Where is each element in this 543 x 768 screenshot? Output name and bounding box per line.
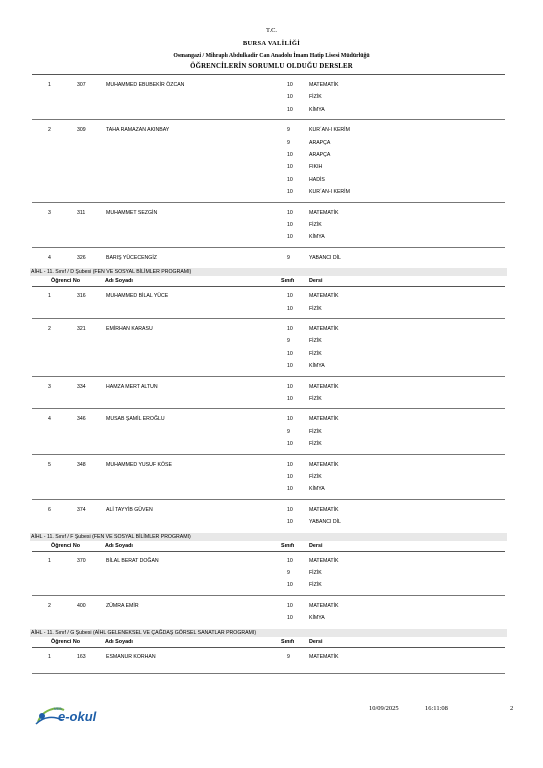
row-index: 3 xyxy=(48,383,51,390)
student-number: 307 xyxy=(77,82,86,88)
course-name: FİZİK xyxy=(309,305,322,312)
course-name: KİMYA xyxy=(309,363,325,370)
col-header-grade: Sınıfı xyxy=(281,542,295,549)
footer-time: 16:11:08 xyxy=(425,705,448,712)
row-index: 1 xyxy=(48,653,51,660)
header-tc: T.C. xyxy=(265,27,278,34)
student-divider xyxy=(32,376,505,377)
course-grade: 10 xyxy=(287,350,293,357)
course-grade: 10 xyxy=(287,615,293,622)
eokul-logo xyxy=(34,702,114,728)
col-header-course: Dersi xyxy=(309,542,323,549)
course-name: KİMYA xyxy=(309,615,325,622)
row-index: 4 xyxy=(48,416,51,423)
course-grade: 10 xyxy=(287,506,293,513)
table-end-rule xyxy=(32,673,505,674)
student-name: ALİ TAYYİB GÜVEN xyxy=(106,506,153,513)
course-name: MATEMATİK xyxy=(309,557,339,564)
class-group-title: AİHL - 11. Sınıf / D Şubesi (FEN VE SOSYAL BİLİMLER PROGRAMI) xyxy=(31,269,192,276)
student-divider xyxy=(32,202,505,203)
header-school: Osmangazi / Mihraplı Abdulkadir Can Anadolu İmam Hatip Lisesi Müdürlüğü xyxy=(173,53,370,59)
row-index: 1 xyxy=(48,82,51,88)
course-grade: 10 xyxy=(287,305,293,312)
row-index: 2 xyxy=(48,602,51,609)
header-governorship: BURSA VALİLİĞİ xyxy=(242,40,301,47)
row-index: 2 xyxy=(48,127,51,134)
course-grade: 9 xyxy=(287,570,290,576)
student-number: 311 xyxy=(77,209,86,216)
col-header-no: Öğrenci No xyxy=(51,638,81,645)
student-number: 163 xyxy=(77,653,86,660)
course-name: FİZİK xyxy=(309,94,322,101)
row-index: 1 xyxy=(48,293,51,300)
course-grade: 9 xyxy=(287,127,290,134)
course-grade: 10 xyxy=(287,326,293,332)
col-header-no: Öğrenci No xyxy=(51,542,81,549)
student-name: MUHAMMED EBUBEKİR ÖZCAN xyxy=(106,82,185,88)
course-grade: 10 xyxy=(287,416,293,423)
class-group-header xyxy=(30,629,507,637)
col-header-course: Dersi xyxy=(309,278,323,285)
course-grade: 9 xyxy=(287,653,290,660)
student-number: 374 xyxy=(77,506,86,513)
header-doc-title: ÖĞRENCİLERİN SORUMLU OLDUĞU DERSLER xyxy=(190,63,353,70)
col-header-grade: Sınıfı xyxy=(281,278,295,285)
course-name: KİMYA xyxy=(309,106,325,113)
course-grade: 10 xyxy=(287,363,293,370)
student-number: 326 xyxy=(77,254,86,261)
course-grade: 10 xyxy=(287,209,293,216)
course-grade: 10 xyxy=(287,474,293,480)
course-name: MATEMATİK xyxy=(309,602,339,609)
student-name: MUHAMMET SEZGİN xyxy=(106,209,158,216)
course-grade: 10 xyxy=(287,82,293,88)
course-grade: 9 xyxy=(287,254,290,261)
student-name: MUSAB ŞAMİL EROĞLU xyxy=(106,416,165,423)
course-name: KİMYA xyxy=(309,234,325,241)
student-name: TAHA RAMAZAN AKINBAY xyxy=(106,127,170,134)
course-name: FİZİK xyxy=(309,582,322,589)
class-group-title: AİHL - 11. Sınıf / G Şubesi (AİHL GELENEKSEL VE ÇAĞDAŞ GÖRSEL SANATLAR PROGRAMI) xyxy=(31,629,257,636)
col-header-name: Adı Soyadı xyxy=(105,542,133,549)
student-divider xyxy=(32,119,505,120)
course-grade: 10 xyxy=(287,176,293,183)
course-grade: 9 xyxy=(287,338,290,345)
course-name: FİZİK xyxy=(309,428,322,435)
student-divider xyxy=(32,247,505,248)
course-name: YABANCI DİL xyxy=(309,254,341,261)
student-name: BARIŞ YÜCECENGİZ xyxy=(106,254,157,261)
column-header-rule xyxy=(32,74,505,75)
course-grade: 10 xyxy=(287,152,293,158)
eokul-logo-text: e-okul xyxy=(58,709,97,724)
course-grade: 9 xyxy=(287,428,290,435)
col-header-name: Adı Soyadı xyxy=(105,638,133,645)
eokul-logo-small: MEB xyxy=(54,707,62,711)
col-header-no: Öğrenci No xyxy=(51,278,81,285)
student-number: 370 xyxy=(77,557,86,564)
student-number: 334 xyxy=(77,383,86,390)
student-divider xyxy=(32,499,505,500)
course-grade: 10 xyxy=(287,602,293,609)
course-name: MATEMATİK xyxy=(309,461,339,468)
course-name: YABANCI DİL xyxy=(309,519,341,526)
student-name: ZÜMRA EMİR xyxy=(106,602,139,609)
class-group-title: AİHL - 11. Sınıf / F Şubesi (FEN VE SOSYAL BİLİMLER PROGRAMI) xyxy=(31,533,191,540)
course-name: MATEMATİK xyxy=(309,293,339,300)
course-grade: 10 xyxy=(287,396,293,402)
row-index: 1 xyxy=(48,557,51,564)
course-name: MATEMATİK xyxy=(309,383,339,390)
student-number: 348 xyxy=(77,461,86,468)
col-header-grade: Sınıfı xyxy=(281,638,295,645)
student-name: HAMZA MERT ALTUN xyxy=(106,383,158,390)
student-name: BİLAL BERAT DOĞAN xyxy=(106,557,159,564)
course-name: MATEMATİK xyxy=(309,326,339,332)
col-header-name: Adı Soyadı xyxy=(105,278,133,285)
course-grade: 10 xyxy=(287,519,293,526)
student-number: 346 xyxy=(77,416,86,423)
student-number: 316 xyxy=(77,293,86,300)
row-index: 6 xyxy=(48,506,51,513)
course-name: FİZİK xyxy=(309,222,322,228)
course-name: FİZİK xyxy=(309,570,322,576)
course-grade: 10 xyxy=(287,94,293,101)
footer-date: 10/09/2025 xyxy=(369,705,399,712)
course-name: FİZİK xyxy=(309,338,322,345)
column-header-rule xyxy=(32,647,505,648)
student-divider xyxy=(32,318,505,319)
course-grade: 9 xyxy=(287,139,290,146)
course-grade: 10 xyxy=(287,164,293,171)
course-name: KUR´AN-I KERİM xyxy=(309,127,350,134)
row-index: 4 xyxy=(48,254,51,261)
course-name: MATEMATİK xyxy=(309,653,339,660)
course-grade: 10 xyxy=(287,461,293,468)
course-grade: 10 xyxy=(287,293,293,300)
course-name: KİMYA xyxy=(309,486,325,493)
row-index: 2 xyxy=(48,326,51,332)
student-divider xyxy=(32,454,505,455)
row-index: 3 xyxy=(48,209,51,216)
course-name: FİZİK xyxy=(309,474,322,480)
course-name: MATEMATİK xyxy=(309,416,339,423)
class-group-header xyxy=(30,268,507,276)
course-grade: 10 xyxy=(287,383,293,390)
course-name: MATEMATİK xyxy=(309,82,339,88)
column-header-rule xyxy=(32,286,505,287)
course-grade: 10 xyxy=(287,234,293,241)
course-name: FIKIH xyxy=(309,164,323,171)
course-grade: 10 xyxy=(287,441,293,448)
course-grade: 10 xyxy=(287,189,293,196)
course-name: FİZİK xyxy=(309,396,322,402)
course-name: FİZİK xyxy=(309,441,322,448)
course-name: FİZİK xyxy=(309,350,322,357)
student-number: 321 xyxy=(77,326,86,332)
course-name: MATEMATİK xyxy=(309,209,339,216)
course-name: KUR´AN-I KERİM xyxy=(309,189,350,196)
course-grade: 10 xyxy=(287,557,293,564)
col-header-course: Dersi xyxy=(309,638,323,645)
student-name: MUHAMMED YUSUF KÖSE xyxy=(106,461,172,468)
student-number: 400 xyxy=(77,602,86,609)
course-name: ARAPÇA xyxy=(309,139,331,146)
course-name: MATEMATİK xyxy=(309,506,339,513)
class-group-header xyxy=(30,533,507,541)
row-index: 5 xyxy=(48,461,51,468)
course-grade: 10 xyxy=(287,582,293,589)
student-divider xyxy=(32,595,505,596)
student-name: EMİRHAN KARASU xyxy=(106,326,153,332)
course-name: ARAPÇA xyxy=(309,152,331,158)
column-header-rule xyxy=(32,551,505,552)
course-grade: 10 xyxy=(287,222,293,228)
page-number: 2 xyxy=(510,705,514,712)
course-grade: 10 xyxy=(287,486,293,493)
student-number: 309 xyxy=(77,127,86,134)
student-name: MUHAMMED BİLAL YÜCE xyxy=(106,293,169,300)
student-name: ESMANUR KORHAN xyxy=(106,653,156,660)
course-name: HADİS xyxy=(309,176,325,183)
course-grade: 10 xyxy=(287,106,293,113)
student-divider xyxy=(32,408,505,409)
